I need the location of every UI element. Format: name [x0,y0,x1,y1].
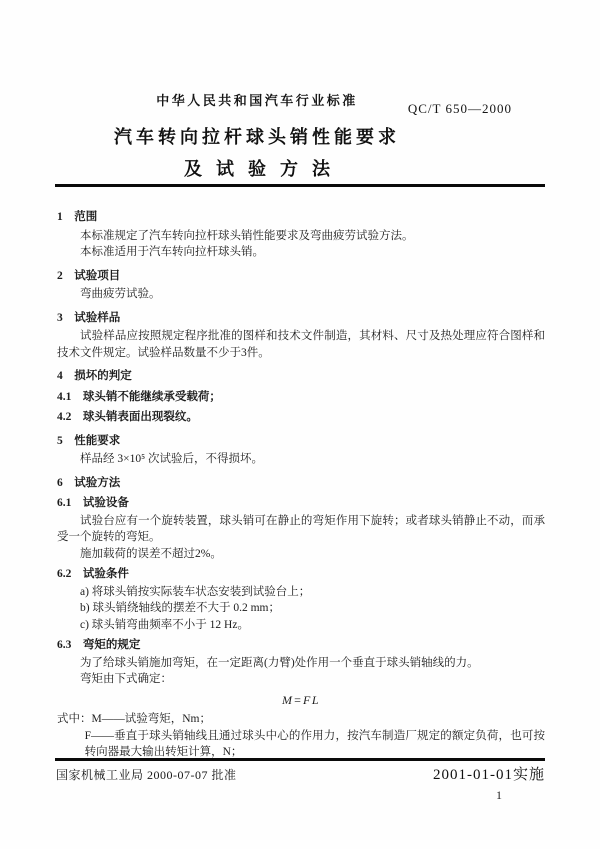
approval-text: 国家机械工业局 2000-07-07 批准 [56,768,237,782]
footer-rule [55,758,545,761]
body-paragraph: 为了给球头销施加弯矩，在一定距离(力臂)处作用一个垂直于球头销轴线的力。 [80,656,479,669]
implementation-text: 2001-01-01实施 [433,767,545,783]
document-body [57,202,545,761]
body-paragraph: 试验台应有一个旋转装置，球头销可在静止的弯矩作用下旋转；或者球头销静止不动，而承受一个旋转的弯矩。 [57,514,545,543]
section-heading-damage-criteria: 4 损坏的判定 [57,370,132,382]
page-number: 1 [496,788,502,802]
list-item-b: b) 球头销绕轴线的摆差不大于 0.2 mm； [80,602,280,614]
section-heading-test-samples: 3 试验样品 [57,311,121,324]
clause-heading-test-conditions: 6.2 试验条件 [57,568,129,580]
section-heading-scope: 1 范围 [57,211,98,223]
body-paragraph: 弯曲疲劳试验。 [80,288,161,300]
body-paragraph: 本标准规定了汽车转向拉杆球头销性能要求及弯曲疲劳试验方法。 [80,229,414,242]
body-paragraph: 样品经 3×10⁵ 次试验后，不得损坏。 [80,453,263,465]
body-paragraph: 施加载荷的误差不超过2%。 [80,547,222,560]
formula: M=FL [281,692,321,707]
clause-heading: 4.2 球头销表面出现裂纹。 [57,411,198,423]
standard-code: QC/T 650—2000 [407,101,512,116]
clause-heading-moment-definition: 6.3 弯矩的规定 [57,639,141,651]
header-rule [55,184,545,187]
list-item-a: a) 将球头销按实际装车状态安装到试验台上； [80,585,311,598]
document-footer [56,763,545,784]
section-heading-test-methods: 6 试验方法 [57,476,121,489]
document-title-line1: 汽车转向拉杆球头销性能要求 [114,127,400,147]
body-paragraph: 试验样品应按照规定程序批准的图样和技术文件制造，其材料、尺寸及热处理应符合图样和技术文件规定。试验样品数量不少于3件。 [57,330,545,359]
body-paragraph: 弯矩由下式确定： [80,673,172,685]
formula-note-m: 式中：M——试验弯矩，Nm； [57,713,211,725]
clause-heading: 4.1 球头销不能继续承受载荷； [57,390,221,403]
list-item-c: c) 球头销弯曲频率不小于 12 Hz。 [80,618,249,631]
formula-note-f: F——垂直于球头销轴线且通过球头中心的作用力，按汽车制造厂规定的额定负荷，也可按转向器最大输出转矩计算，N； [84,729,545,758]
section-heading-performance: 5 性能要求 [57,434,121,447]
standard-org-line: 中华人民共和国汽车行业标准 [156,93,358,108]
clause-heading-test-equipment: 6.1 试验设备 [57,497,129,509]
body-paragraph: 本标准适用于汽车转向拉杆球头销。 [80,246,264,258]
document-header [57,90,457,181]
document-title-line2: 及试验方法 [184,159,344,179]
section-heading-test-items: 2 试验项目 [57,269,121,282]
